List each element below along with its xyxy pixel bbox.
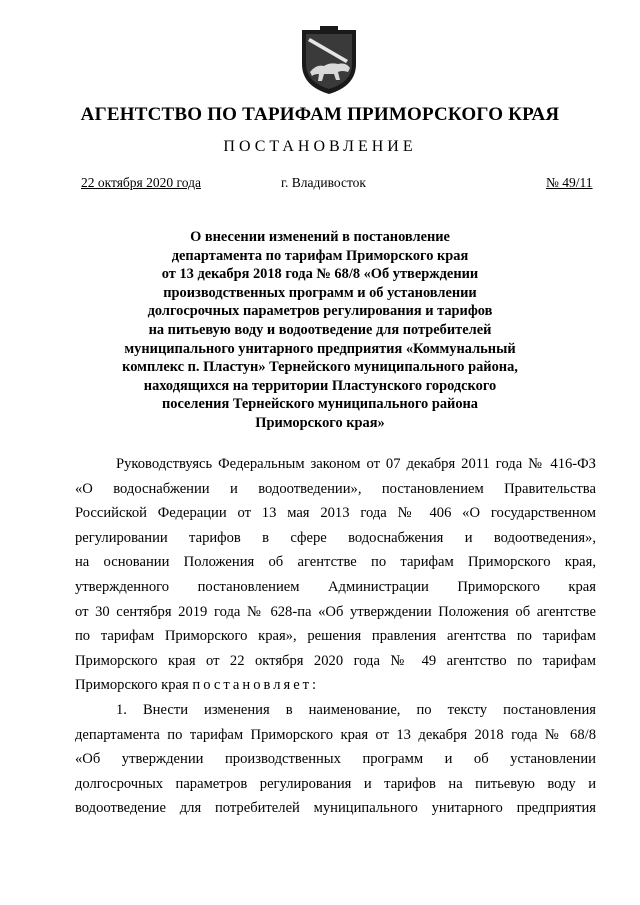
resolves-word: постановляет:	[192, 677, 320, 694]
body-line: «О водоснабжении и водоотведении», постановлением Правительства	[75, 480, 596, 497]
title-line: Приморского края»	[255, 414, 385, 431]
body-line: «Об утверждении производственных программ и об установлении	[75, 751, 596, 768]
coat-of-arms-icon	[298, 26, 360, 96]
body-line: Приморского края от 22 октября 2020 года № 49 агентство по тарифам	[75, 652, 596, 669]
body-line: регулировании тарифов в сфере водоснабжения и водоотведения»,	[75, 529, 596, 546]
agency-name: АГЕНТСТВО ПО ТАРИФАМ ПРИМОРСКОГО КРАЯ	[80, 104, 560, 125]
title-line: поселения Тернейского муниципального района	[161, 396, 479, 413]
document-title	[60, 228, 580, 433]
body-line: по тарифам Приморского края», решения правления агентства по тарифам	[75, 628, 596, 645]
body-line: 1. Внести изменения в наименование, по тексту постановления	[116, 701, 596, 718]
body-line: департамента по тарифам Приморского края от 13 декабря 2018 года № 68/8	[75, 726, 596, 743]
body-line: Руководствуясь Федеральным законом от 07 декабря 2011 года № 416-ФЗ	[116, 456, 596, 472]
title-line: муниципального унитарного предприятия «Коммунальный	[124, 340, 516, 357]
body-line-text: Приморского края	[75, 677, 189, 694]
document-type: ПОСТАНОВЛЕНИЕ	[223, 138, 417, 155]
body-line: на основании Положения об агентстве по тарифам Приморского края,	[75, 554, 596, 571]
title-line: долгосрочных параметров регулирования и тарифов	[147, 303, 493, 320]
title-line: находящихся на территории Пластунского городского	[143, 377, 497, 394]
body-line: Российской Федерации от 13 мая 2013 года № 406 «О государственном	[75, 505, 596, 522]
document-date: 22 октября 2020 года	[81, 175, 201, 190]
title-line: на питьевую воду и водоотведение для потребителей	[148, 321, 492, 338]
body-line: от 30 сентября 2019 года № 628-па «Об утверждении Положения об агентстве	[75, 603, 596, 620]
body-line: долгосрочных параметров регулирования и тарифов на питьевую воду и	[75, 775, 596, 792]
title-line: О внесении изменений в постановление	[190, 229, 450, 245]
document-number: № 49/11	[546, 175, 593, 190]
body-line: утвержденного постановлением Администрации Приморского края	[75, 578, 596, 595]
document-city: г. Владивосток	[281, 175, 366, 190]
title-line: комплекс п. Пластун» Тернейского муниципального района,	[122, 359, 518, 376]
title-line: департамента по тарифам Приморского края	[171, 247, 469, 264]
title-line: производственных программ и об установлении	[163, 284, 477, 301]
document-body	[75, 452, 596, 821]
title-line: от 13 декабря 2018 года № 68/8 «Об утверждении	[161, 266, 479, 283]
body-line-last	[75, 673, 596, 698]
body-line: водоотведение для потребителей муниципального унитарного предприятия	[75, 800, 596, 817]
